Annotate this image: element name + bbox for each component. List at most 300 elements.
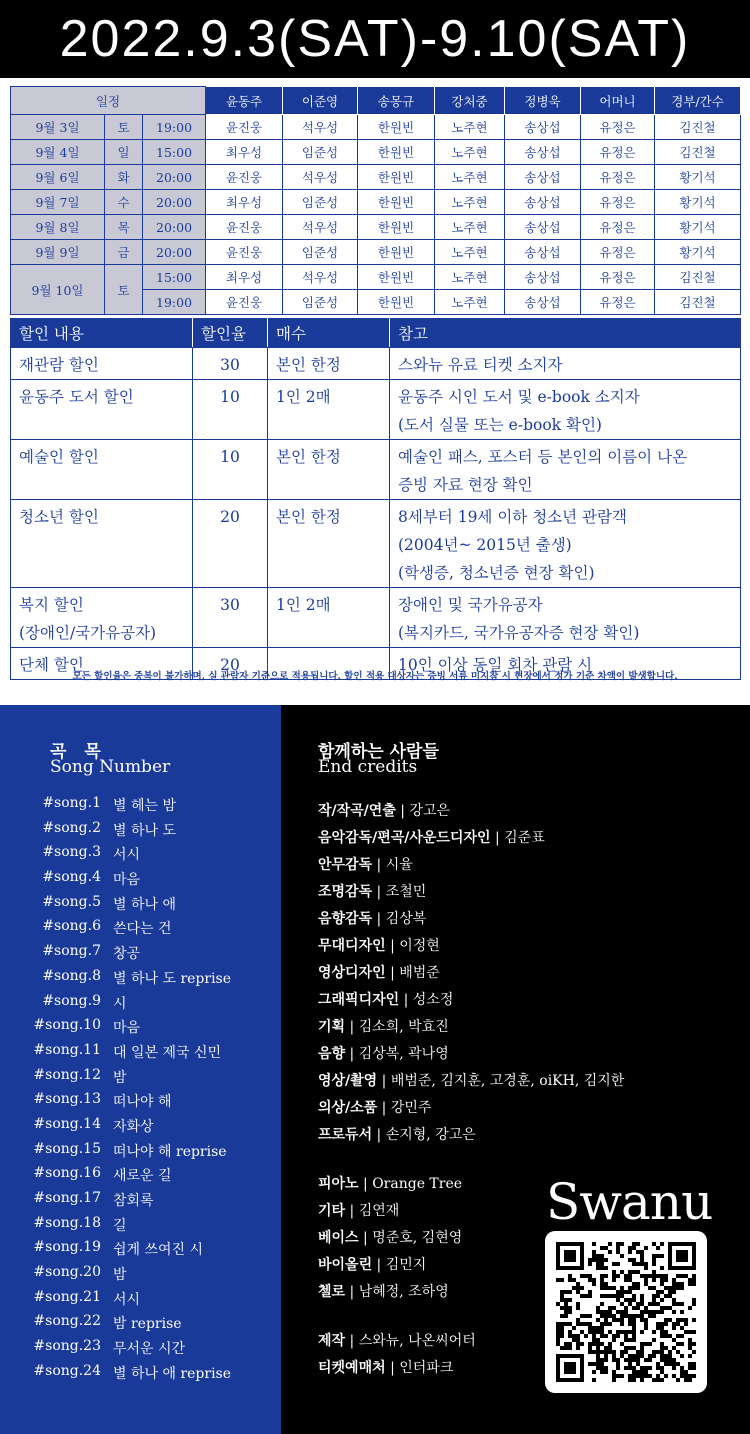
show-time: 20:00 bbox=[143, 190, 206, 215]
song-item bbox=[0, 1042, 281, 1067]
cast-cell: 최우성 bbox=[206, 265, 283, 290]
song-item bbox=[0, 968, 281, 993]
credits-panel bbox=[281, 705, 750, 1434]
date-banner bbox=[0, 0, 750, 78]
credit-names: 김연재 bbox=[358, 1203, 400, 1219]
song-item bbox=[0, 820, 281, 845]
credit-separator: | bbox=[345, 1333, 359, 1349]
credit-line bbox=[318, 1070, 624, 1090]
cast-cell: 윤진웅 bbox=[206, 115, 283, 140]
cast-cell: 송상섭 bbox=[505, 165, 581, 190]
credit-line bbox=[318, 1254, 426, 1274]
credit-role: 음향 bbox=[318, 1046, 346, 1062]
song-item bbox=[0, 1313, 281, 1338]
song-list bbox=[0, 795, 281, 1388]
credit-names: 배범준, 김지훈, 고경훈, oiKH, 김지한 bbox=[390, 1073, 625, 1089]
discount-name-line: 복지 할인 bbox=[19, 596, 84, 614]
credit-separator: | bbox=[372, 884, 386, 900]
song-name: 마음 bbox=[113, 872, 141, 889]
song-number: #song.14 bbox=[33, 1115, 101, 1132]
cast-cell: 노주현 bbox=[435, 290, 505, 315]
song-name: 별 하나 도 reprise bbox=[113, 970, 232, 987]
show-day: 금 bbox=[105, 240, 143, 265]
credit-names: 강고은 bbox=[409, 803, 451, 819]
credit-role: 기획 bbox=[318, 1019, 346, 1035]
song-number: #song.19 bbox=[33, 1239, 101, 1256]
discount-row bbox=[11, 440, 741, 500]
show-date: 9월 3일 bbox=[11, 115, 105, 140]
song-name: 서시 bbox=[113, 1291, 141, 1308]
song-name: 서시 bbox=[113, 847, 141, 864]
song-name: 별 하나 도 bbox=[113, 822, 176, 839]
cast-cell: 한원빈 bbox=[358, 165, 435, 190]
show-time: 19:00 bbox=[143, 115, 206, 140]
discount-name bbox=[11, 380, 193, 440]
song-number: #song.6 bbox=[42, 918, 101, 935]
discount-note-line: 8세부터 19세 이하 청소년 관람객 bbox=[398, 508, 627, 526]
credit-role: 무대디자인 bbox=[318, 938, 386, 954]
discount-row bbox=[11, 500, 741, 588]
cast-cell: 노주현 bbox=[435, 265, 505, 290]
credit-names: 이정현 bbox=[399, 938, 440, 954]
schedule-row bbox=[11, 190, 741, 215]
credit-line bbox=[318, 1357, 453, 1377]
credit-line bbox=[318, 1124, 476, 1144]
discount-qty: 본인 한정 bbox=[268, 440, 390, 500]
discount-name-line: 재관람 할인 bbox=[19, 356, 99, 374]
song-item bbox=[0, 1141, 281, 1166]
song-list-panel bbox=[0, 705, 281, 1434]
credit-line bbox=[318, 1330, 476, 1350]
discount-table bbox=[10, 318, 741, 680]
credit-role: 바이올린 bbox=[318, 1257, 373, 1273]
cast-cell: 윤진웅 bbox=[206, 165, 283, 190]
song-number: #song.21 bbox=[33, 1288, 101, 1305]
cast-cell: 윤진웅 bbox=[206, 290, 283, 315]
credit-role: 안무감독 bbox=[318, 857, 373, 873]
discount-note-line: (복지카드, 국가유공자증 현장 확인) bbox=[398, 624, 640, 642]
cast-header: 강처중 bbox=[435, 87, 505, 115]
qr-code[interactable] bbox=[545, 1231, 707, 1393]
credit-separator: | bbox=[399, 992, 413, 1008]
cast-cell: 황기석 bbox=[655, 215, 741, 240]
song-number: #song.17 bbox=[33, 1190, 101, 1206]
discount-rate: 10 bbox=[193, 380, 268, 440]
credit-separator: | bbox=[372, 1127, 386, 1143]
credit-names: 김상복, 곽나영 bbox=[358, 1046, 449, 1062]
song-name: 떠나야 해 bbox=[113, 1094, 172, 1111]
discount-note bbox=[390, 380, 741, 440]
show-day: 일 bbox=[105, 140, 143, 165]
song-name: 떠나야 해 reprise bbox=[113, 1143, 227, 1160]
show-time: 15:00 bbox=[143, 265, 206, 290]
discount-qty: 본인 한정 bbox=[268, 348, 390, 380]
credit-role: 프로듀서 bbox=[318, 1127, 373, 1143]
credit-role: 음향감독 bbox=[318, 911, 373, 927]
qr-code-icon bbox=[556, 1242, 696, 1382]
song-name: 밤 bbox=[113, 1267, 127, 1284]
show-date: 9월 8일 bbox=[11, 215, 105, 240]
credit-names: 배범준 bbox=[399, 965, 440, 981]
song-item bbox=[0, 1215, 281, 1240]
discount-note-line: 10인 이상 동일 회차 관람 시 bbox=[398, 656, 593, 674]
credit-names: 김준표 bbox=[504, 830, 545, 846]
cast-cell: 임준성 bbox=[283, 140, 358, 165]
credit-separator: | bbox=[372, 1257, 386, 1273]
cast-cell: 노주현 bbox=[435, 115, 505, 140]
song-item bbox=[0, 1363, 281, 1388]
discount-header-cell: 매수 bbox=[268, 319, 390, 348]
discount-name-line: 청소년 할인 bbox=[19, 508, 99, 526]
credit-role: 첼로 bbox=[318, 1284, 346, 1300]
song-name: 새로운 길 bbox=[113, 1168, 172, 1185]
discount-qty: 1인 2매 bbox=[268, 588, 390, 648]
song-item bbox=[0, 795, 281, 820]
cast-cell: 송상섭 bbox=[505, 290, 581, 315]
credit-separator: | bbox=[377, 1100, 391, 1116]
credit-names: 인터파크 bbox=[399, 1360, 454, 1376]
cast-cell: 노주현 bbox=[435, 190, 505, 215]
discount-row bbox=[11, 380, 741, 440]
song-item bbox=[0, 869, 281, 894]
song-name: 참회록 bbox=[113, 1193, 154, 1209]
discount-qty: 본인 한정 bbox=[268, 500, 390, 588]
cast-cell: 송상섭 bbox=[505, 190, 581, 215]
credit-role: 그래픽디자인 bbox=[318, 992, 400, 1008]
schedule-row bbox=[11, 240, 741, 265]
cast-cell: 송상섭 bbox=[505, 265, 581, 290]
show-day: 토 bbox=[105, 265, 143, 315]
credit-names: 손지형, 강고은 bbox=[385, 1127, 476, 1143]
song-number: #song.23 bbox=[33, 1338, 101, 1355]
discount-footnote: 모든 할인율은 중복이 불가하며, 실 관람자 기준으로 적용됩니다. 할인 적용 대상자는 증빙 서류 미지참 시 현장에서 정가 기준 차액이 발생합니다. bbox=[72, 671, 678, 682]
song-item bbox=[0, 894, 281, 919]
discount-note bbox=[390, 348, 741, 380]
cast-cell: 황기석 bbox=[655, 190, 741, 215]
show-day: 화 bbox=[105, 165, 143, 190]
discount-note-line: 장애인 및 국가유공자 bbox=[398, 596, 543, 614]
credit-line bbox=[318, 1016, 449, 1036]
date-range: 2022.9.3(SAT)-9.10(SAT) bbox=[59, 10, 691, 68]
cast-cell: 유정은 bbox=[581, 290, 655, 315]
discount-rate: 20 bbox=[193, 500, 268, 588]
credit-line bbox=[318, 1173, 462, 1193]
credit-separator: | bbox=[358, 1230, 373, 1246]
credit-separator: | bbox=[385, 1360, 400, 1376]
song-item bbox=[0, 1116, 281, 1141]
credit-names: 스와뉴, 나온씨어터 bbox=[358, 1333, 476, 1349]
cast-cell: 노주현 bbox=[435, 240, 505, 265]
credit-role: 의상/소품 bbox=[318, 1100, 378, 1116]
song-name: 별 하나 애 reprise bbox=[113, 1365, 232, 1382]
cast-header: 송몽규 bbox=[358, 87, 435, 115]
schedule-row bbox=[11, 115, 741, 140]
credit-names: 명준호, 김현영 bbox=[372, 1230, 463, 1246]
credit-role: 티켓예매처 bbox=[318, 1360, 386, 1376]
song-item bbox=[0, 1165, 281, 1190]
discount-note-line: (학생증, 청소년증 현장 확인) bbox=[398, 564, 595, 582]
discount-note-line: 스와뉴 유료 티켓 소지자 bbox=[398, 356, 563, 374]
song-number: #song.11 bbox=[33, 1041, 101, 1058]
discount-note-line: 증빙 자료 현장 확인 bbox=[398, 476, 533, 494]
credits-title: 함께하는 사람들 bbox=[318, 742, 439, 762]
cast-cell: 임준성 bbox=[283, 240, 358, 265]
credit-line bbox=[318, 1200, 399, 1220]
credit-names: 김소희, 박효진 bbox=[358, 1019, 449, 1035]
cast-cell: 한원빈 bbox=[358, 215, 435, 240]
cast-header: 윤동주 bbox=[206, 87, 283, 115]
show-time: 20:00 bbox=[143, 165, 206, 190]
cast-cell: 송상섭 bbox=[505, 115, 581, 140]
song-number: #song.3 bbox=[42, 844, 101, 861]
song-number: #song.7 bbox=[42, 943, 101, 960]
cast-header: 이준영 bbox=[283, 87, 358, 115]
discount-rate: 20 bbox=[193, 648, 268, 680]
cast-cell: 송상섭 bbox=[505, 240, 581, 265]
swanu-logo: Swanu bbox=[546, 1173, 713, 1231]
cast-cell: 유정은 bbox=[581, 190, 655, 215]
song-item bbox=[0, 1190, 281, 1215]
credit-line bbox=[318, 1097, 431, 1117]
song-name: 별 헤는 밤 bbox=[113, 798, 176, 814]
credit-line bbox=[318, 962, 440, 982]
discount-note bbox=[390, 500, 741, 588]
credit-role: 제작 bbox=[318, 1333, 346, 1349]
discount-name-line: 단체 할인 bbox=[19, 656, 84, 674]
cast-cell: 한원빈 bbox=[358, 115, 435, 140]
credit-line bbox=[318, 989, 453, 1009]
song-item bbox=[0, 1264, 281, 1289]
schedule-table bbox=[10, 86, 741, 315]
credit-names: 김상복 bbox=[385, 911, 427, 927]
credit-role: 피아노 bbox=[318, 1176, 359, 1192]
cast-cell: 윤진웅 bbox=[206, 240, 283, 265]
credit-line bbox=[318, 1281, 449, 1301]
cast-header: 어머니 bbox=[581, 87, 655, 115]
credit-line bbox=[318, 881, 426, 901]
credit-names: Orange Tree bbox=[372, 1176, 463, 1192]
discount-name bbox=[11, 348, 193, 380]
song-number: #song.22 bbox=[33, 1313, 101, 1330]
song-item bbox=[0, 1289, 281, 1314]
discount-row bbox=[11, 348, 741, 380]
cast-cell: 유정은 bbox=[581, 165, 655, 190]
credit-separator: | bbox=[372, 857, 386, 873]
show-date: 9월 10일 bbox=[11, 265, 105, 315]
schedule-header bbox=[11, 87, 741, 115]
schedule-row bbox=[11, 265, 741, 290]
song-item bbox=[0, 943, 281, 968]
song-number: #song.18 bbox=[33, 1214, 101, 1231]
credit-separator: | bbox=[490, 830, 505, 846]
discount-rate: 10 bbox=[193, 440, 268, 500]
song-list-subtitle: Song Number bbox=[50, 757, 171, 777]
credit-separator: | bbox=[358, 1176, 373, 1192]
credit-separator: | bbox=[372, 911, 386, 927]
discount-row bbox=[11, 588, 741, 648]
discount-note-line: 윤동주 시인 도서 및 e-book 소지자 bbox=[398, 388, 640, 406]
credit-separator: | bbox=[345, 1046, 359, 1062]
credit-line bbox=[318, 935, 440, 955]
discount-note bbox=[390, 440, 741, 500]
cast-cell: 임준성 bbox=[283, 190, 358, 215]
show-time: 20:00 bbox=[143, 240, 206, 265]
credit-separator: | bbox=[377, 1073, 391, 1089]
cast-cell: 한원빈 bbox=[358, 290, 435, 315]
song-number: #song.8 bbox=[42, 967, 101, 984]
credit-role: 영상디자인 bbox=[318, 965, 386, 981]
song-name: 길 bbox=[113, 1217, 127, 1234]
credit-line bbox=[318, 908, 426, 928]
discount-note bbox=[390, 588, 741, 648]
discount-name-line: (장애인/국가유공자) bbox=[19, 624, 157, 642]
song-item bbox=[0, 1091, 281, 1116]
discount-note-line: (2004년~ 2015년 출생) bbox=[398, 536, 572, 554]
song-number: #song.12 bbox=[33, 1066, 101, 1083]
cast-cell: 송상섭 bbox=[505, 140, 581, 165]
cast-cell: 김진철 bbox=[655, 115, 741, 140]
cast-cell: 김진철 bbox=[655, 140, 741, 165]
cast-cell: 한원빈 bbox=[358, 265, 435, 290]
cast-cell: 석우성 bbox=[283, 215, 358, 240]
credit-separator: | bbox=[345, 1284, 359, 1300]
cast-header: 경부/간수 bbox=[655, 87, 741, 115]
song-name: 대 일본 제국 신민 bbox=[113, 1044, 222, 1061]
schedule-row bbox=[11, 165, 741, 190]
credit-role: 영상/촬영 bbox=[318, 1073, 378, 1089]
discount-header bbox=[11, 319, 741, 348]
schedule-row bbox=[11, 140, 741, 165]
credit-line bbox=[318, 1043, 449, 1063]
credit-line bbox=[318, 854, 413, 874]
song-number: #song.24 bbox=[33, 1362, 101, 1379]
song-number: #song.15 bbox=[33, 1140, 101, 1157]
song-number: #song.10 bbox=[33, 1017, 101, 1034]
credit-role: 작/작곡/연출 bbox=[318, 803, 396, 819]
song-name: 쓴다는 건 bbox=[113, 921, 172, 938]
credit-role: 기타 bbox=[318, 1203, 346, 1219]
song-name: 밤 bbox=[113, 1069, 127, 1086]
cast-cell: 송상섭 bbox=[505, 215, 581, 240]
song-list-title: 곡 목 bbox=[50, 742, 107, 762]
discount-header-cell: 할인 내용 bbox=[11, 319, 193, 348]
show-time: 19:00 bbox=[143, 290, 206, 315]
cast-cell: 최우성 bbox=[206, 140, 283, 165]
show-day: 수 bbox=[105, 190, 143, 215]
discount-name-line: 예술인 할인 bbox=[19, 448, 99, 466]
cast-cell: 유정은 bbox=[581, 140, 655, 165]
credit-names: 남혜정, 조하영 bbox=[358, 1284, 449, 1300]
show-date: 9월 9일 bbox=[11, 240, 105, 265]
discount-note-line: (도서 실물 또는 e-book 확인) bbox=[398, 416, 602, 434]
credit-role: 음악감독/편곡/사운드디자인 bbox=[318, 830, 491, 846]
cast-cell: 김진철 bbox=[655, 290, 741, 315]
cast-cell: 윤진웅 bbox=[206, 215, 283, 240]
show-date: 9월 4일 bbox=[11, 140, 105, 165]
discount-header-cell: 참고 bbox=[390, 319, 741, 348]
cast-cell: 노주현 bbox=[435, 165, 505, 190]
show-day: 토 bbox=[105, 115, 143, 140]
credit-names: 김민지 bbox=[385, 1257, 427, 1273]
song-number: #song.2 bbox=[42, 819, 101, 836]
discount-name bbox=[11, 588, 193, 648]
discount-qty: 1인 2매 bbox=[268, 380, 390, 440]
song-item bbox=[0, 993, 281, 1018]
discount-header-cell: 할인율 bbox=[193, 319, 268, 348]
credit-names: 시율 bbox=[385, 857, 413, 873]
credit-names: 성소정 bbox=[412, 992, 454, 1008]
cast-cell: 석우성 bbox=[283, 265, 358, 290]
song-item bbox=[0, 1017, 281, 1042]
cast-cell: 유정은 bbox=[581, 240, 655, 265]
song-item bbox=[0, 1338, 281, 1363]
credit-separator: | bbox=[395, 803, 410, 819]
discount-name bbox=[11, 500, 193, 588]
song-name: 마음 bbox=[113, 1020, 141, 1037]
credit-names: 강민주 bbox=[390, 1100, 432, 1116]
cast-cell: 한원빈 bbox=[358, 190, 435, 215]
discount-name-line: 윤동주 도서 할인 bbox=[19, 388, 134, 406]
cast-cell: 김진철 bbox=[655, 265, 741, 290]
credit-separator: | bbox=[385, 938, 400, 954]
cast-cell: 유정은 bbox=[581, 215, 655, 240]
song-item bbox=[0, 1239, 281, 1264]
song-name: 별 하나 애 bbox=[113, 896, 176, 913]
cast-cell: 한원빈 bbox=[358, 140, 435, 165]
song-number: #song.5 bbox=[42, 893, 101, 910]
song-item bbox=[0, 1067, 281, 1092]
cast-cell: 임준성 bbox=[283, 290, 358, 315]
cast-cell: 노주현 bbox=[435, 215, 505, 240]
credit-separator: | bbox=[345, 1019, 359, 1035]
discount-rate: 30 bbox=[193, 348, 268, 380]
song-name: 자화상 bbox=[113, 1118, 154, 1135]
credit-line bbox=[318, 1227, 462, 1247]
song-number: #song.13 bbox=[33, 1091, 101, 1108]
cast-cell: 황기석 bbox=[655, 240, 741, 265]
song-item bbox=[0, 918, 281, 943]
song-number: #song.9 bbox=[42, 992, 101, 1009]
song-number: #song.20 bbox=[33, 1264, 101, 1281]
cast-cell: 석우성 bbox=[283, 115, 358, 140]
show-date: 9월 6일 bbox=[11, 165, 105, 190]
credit-role: 조명감독 bbox=[318, 884, 373, 900]
credits-subtitle: End credits bbox=[318, 757, 418, 777]
song-number: #song.16 bbox=[33, 1165, 101, 1182]
show-day: 목 bbox=[105, 215, 143, 240]
song-name: 시 bbox=[113, 995, 127, 1012]
credit-role: 베이스 bbox=[318, 1230, 359, 1246]
song-number: #song.1 bbox=[42, 795, 101, 811]
song-name: 밤 reprise bbox=[113, 1316, 182, 1333]
song-item bbox=[0, 844, 281, 869]
song-number: #song.4 bbox=[42, 869, 101, 886]
schedule-header-cell: 일정 bbox=[11, 87, 206, 115]
cast-cell: 최우성 bbox=[206, 190, 283, 215]
discount-rate: 30 bbox=[193, 588, 268, 648]
cast-cell: 한원빈 bbox=[358, 240, 435, 265]
cast-header: 정병욱 bbox=[505, 87, 581, 115]
show-time: 20:00 bbox=[143, 215, 206, 240]
show-time: 15:00 bbox=[143, 140, 206, 165]
song-name: 쉽게 쓰여진 시 bbox=[113, 1242, 204, 1259]
cast-cell: 노주현 bbox=[435, 140, 505, 165]
cast-cell: 석우성 bbox=[283, 165, 358, 190]
schedule-row bbox=[11, 215, 741, 240]
cast-cell: 황기석 bbox=[655, 165, 741, 190]
credit-names: 조철민 bbox=[385, 884, 427, 900]
cast-cell: 유정은 bbox=[581, 265, 655, 290]
